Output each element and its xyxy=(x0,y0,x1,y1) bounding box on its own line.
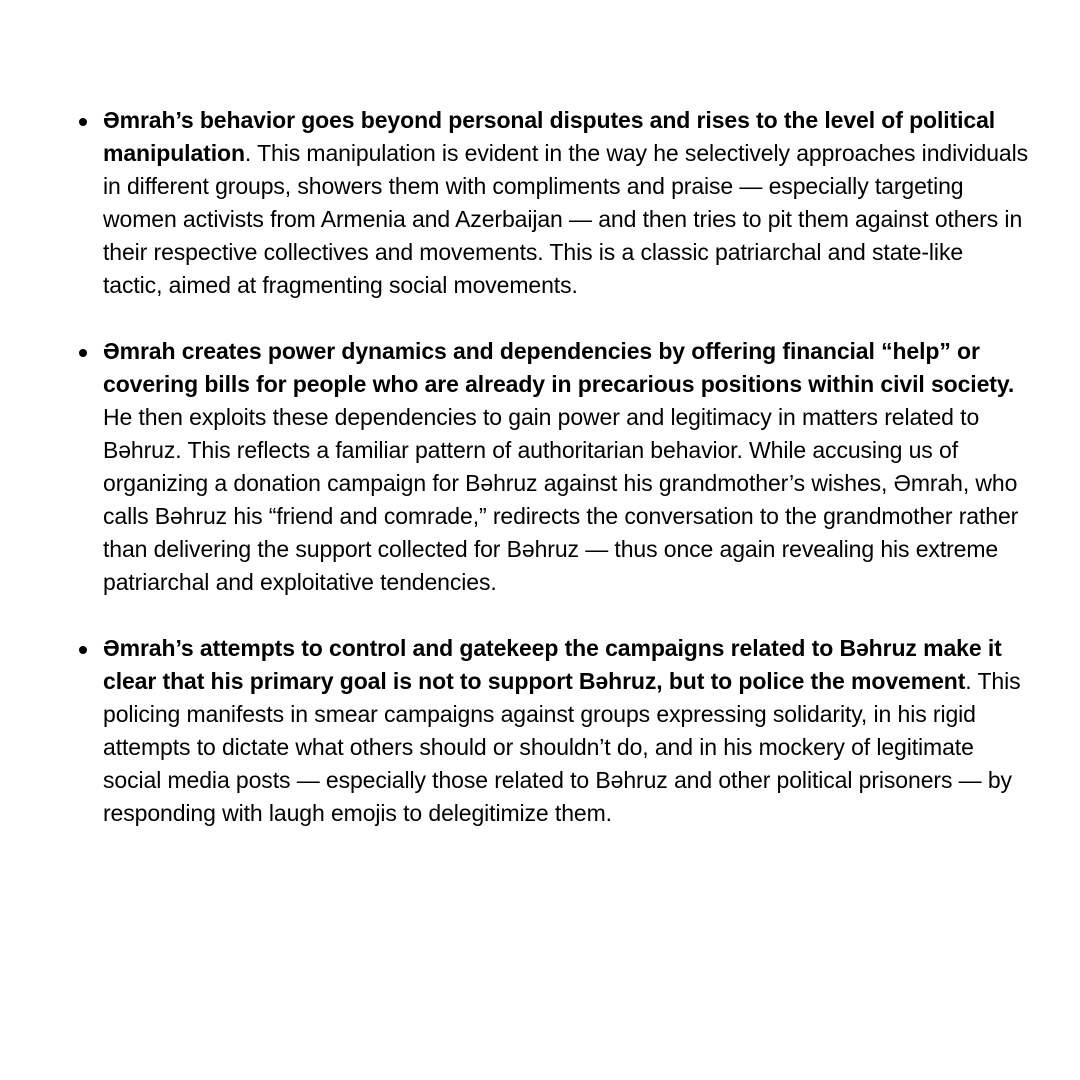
bullet-body-text: . This policing manifests in smear campaigns against groups expressing solidarity, in his rigid attempts to dictate what others should or shouldn’t do, and in his mockery of legitimate social media posts — especially those related to Bəhruz and other political prisoners — by responding with laugh emojis to delegitimize them. xyxy=(103,668,1021,826)
bullet-body-text: He then exploits these dependencies to gain power and legitimacy in matters related to Bəhruz. This reflects a familiar pattern of authoritarian behavior. While accusing us of organizing a donation campaign for Bəhruz against his grandmother’s wishes, Əmrah, who calls Bəhruz his “friend and comrade,” redirects the conversation to the grandmother rather than delivering the support collected for Bəhruz — thus once again revealing his extreme patriarchal and exploitative tendencies. xyxy=(103,404,1019,595)
bullet-body-text: . This manipulation is evident in the way he selectively approaches individuals in different groups, showers them with compliments and praise — especially targeting women activists from Armenia and Azerbaijan — and then tries to pit them against others in their respective collectives and movements. This is a classic patriarchal and state-like tactic, aimed at fragmenting social movements. xyxy=(103,140,1028,298)
document-body xyxy=(78,104,1028,863)
bullet-item-gatekeeping xyxy=(78,632,1028,830)
bullet-bold-lead: Əmrah creates power dynamics and dependencies by offering financial “help” or covering bills for people who are already in precarious positions within civil society. xyxy=(103,338,1015,397)
bullet-bold-lead: Əmrah’s behavior goes beyond personal disputes and rises to the level of political manipulation xyxy=(103,107,996,166)
bullet-item-power-dynamics xyxy=(78,335,1028,599)
bullet-list xyxy=(78,104,1028,830)
bullet-dot-icon xyxy=(79,646,87,654)
bullet-dot-icon xyxy=(79,349,87,357)
bullet-bold-lead: Əmrah’s attempts to control and gatekeep the campaigns related to Bəhruz make it clear that his primary goal is not to support Bəhruz, but to police the movement xyxy=(103,635,1002,694)
bullet-dot-icon xyxy=(79,118,87,126)
bullet-item-political-manipulation xyxy=(78,104,1028,302)
